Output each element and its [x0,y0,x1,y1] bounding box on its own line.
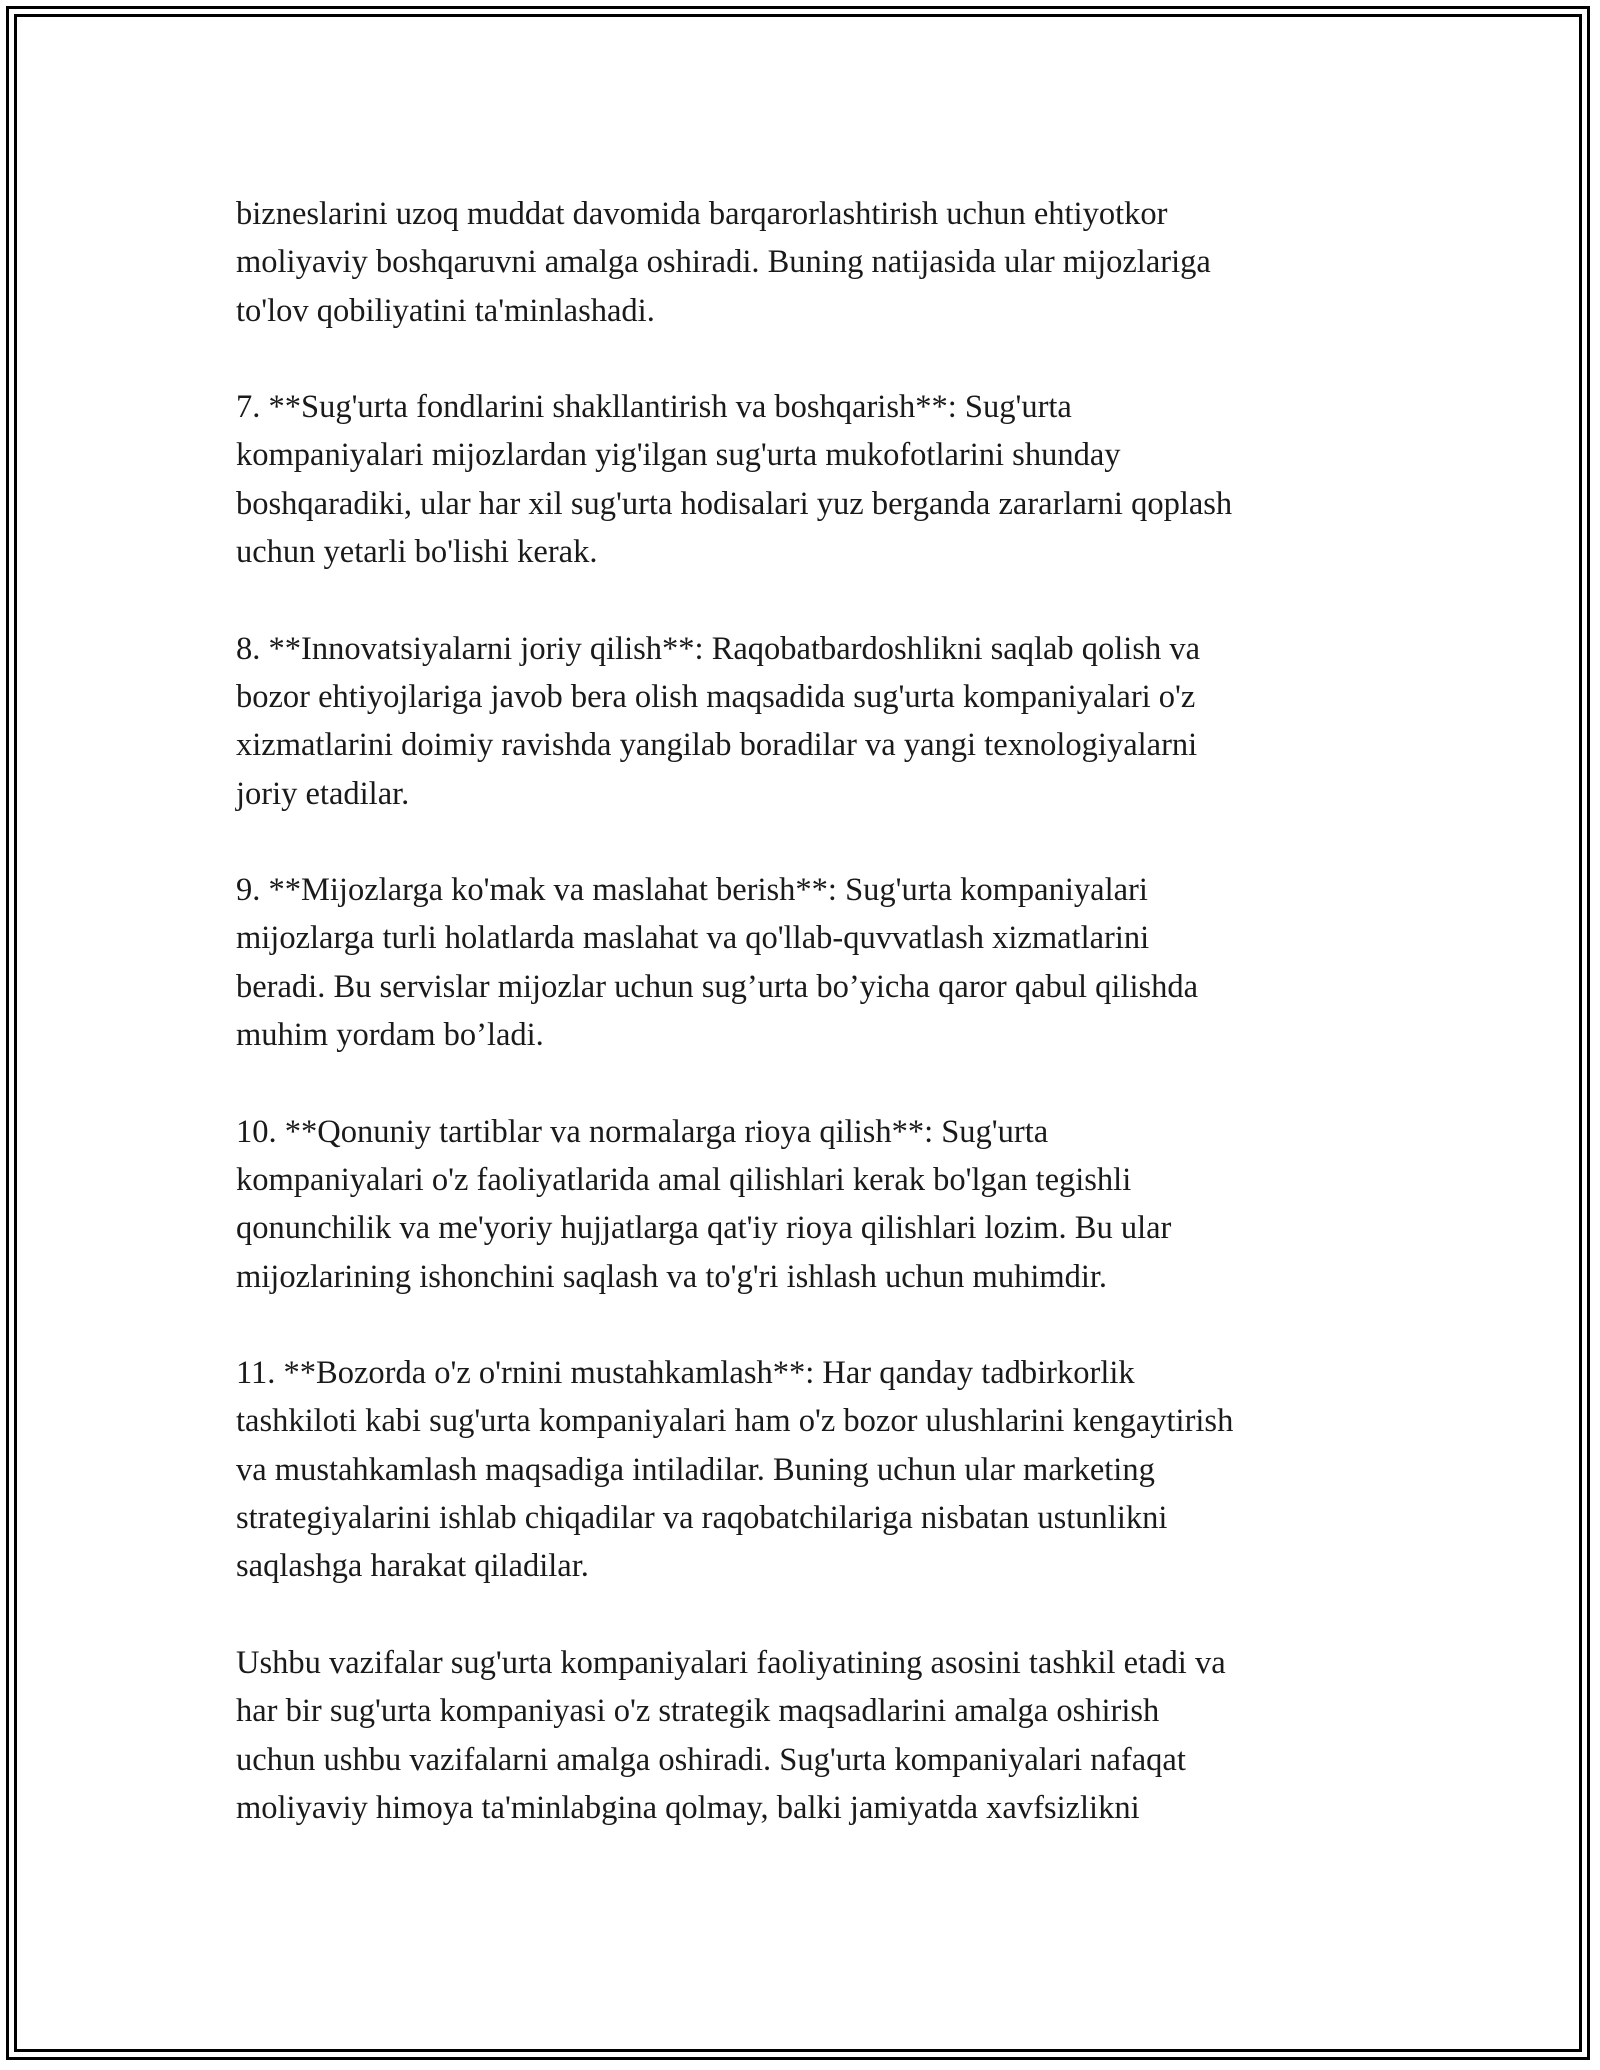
document-body [236,190,1386,1832]
text-line: joriy etadilar. [236,775,410,812]
paragraph-item-8 [236,625,1386,818]
text-line: 8. **Innovatsiyalarni joriy qilish**: Raqobatbardoshlikni saqlab qolish va [236,630,1201,667]
text-line: moliyaviy himoya ta'minlabgina qolmay, balki jamiyatda xavfsizlikni [236,1789,1140,1826]
text-line: uchun yetarli bo'lishi kerak. [236,534,598,571]
text-line: bizneslarini uzoq muddat davomida barqarorlashtirish uchun ehtiyotkor [236,196,1168,232]
paragraph-item-9 [236,866,1386,1059]
paragraph-summary [236,1639,1386,1832]
text-line: va mustahkamlash maqsadiga intiladilar. Buning uchun ular marketing [236,1451,1155,1488]
text-line: bozor ehtiyojlariga javob bera olish maqsadida sug'urta kompaniyalari o'z [236,678,1196,715]
text-line: mijozlarga turli holatlarda maslahat va qo'llab-quvvatlash xizmatlarini [236,920,1150,957]
text-line: qonunchilik va me'yoriy hujjatlarga qat'iy rioya qilishlari lozim. Bu ular [236,1210,1172,1247]
text-line: beradi. Bu servislar mijozlar uchun sug’urta bo’yicha qaror qabul qilishda [236,968,1199,1005]
text-line: xizmatlarini doimiy ravishda yangilab boradilar va yangi texnologiyalarni [236,727,1198,764]
text-line: 7. **Sug'urta fondlarini shakllantirish va boshqarish**: Sug'urta [236,389,1072,426]
text-line: to'lov qobiliyatini ta'minlashadi. [236,292,655,329]
text-line: har bir sug'urta kompaniyasi o'z strategik maqsadlarini amalga oshirish [236,1693,1160,1730]
paragraph-item-10 [236,1108,1386,1301]
text-line: saqlashga harakat qiladilar. [236,1548,589,1585]
text-line: muhim yordam bo’ladi. [236,1017,544,1054]
text-line: tashkiloti kabi sug'urta kompaniyalari ham o'z bozor ulushlarini kengaytirish [236,1403,1234,1440]
text-line: 11. **Bozorda o'z o'rnini mustahkamlash**: Har qanday tadbirkorlik [236,1355,1135,1392]
text-line: boshqaradiki, ular har xil sug'urta hodisalari yuz berganda zararlarni qoplash [236,485,1233,522]
text-line: moliyaviy boshqaruvni amalga oshiradi. Buning natijasida ular mijozlariga [236,244,1211,281]
text-line: kompaniyalari o'z faoliyatlarida amal qilishlari kerak bo'lgan tegishli [236,1161,1132,1198]
paragraph-continuation [236,190,1386,335]
paragraph-item-7 [236,383,1386,576]
text-line: 9. **Mijozlarga ko'mak va maslahat berish**: Sug'urta kompaniyalari [236,872,1148,909]
text-line: kompaniyalari mijozlardan yig'ilgan sug'urta mukofotlarini shunday [236,437,1121,474]
text-line: 10. **Qonuniy tartiblar va normalarga rioya qilish**: Sug'urta [236,1113,1049,1150]
text-line: strategiyalarini ishlab chiqadilar va raqobatchilariga nisbatan ustunlikni [236,1500,1168,1537]
paragraph-item-11 [236,1349,1386,1590]
text-line: mijozlarining ishonchini saqlash va to'g'ri ishlash uchun muhimdir. [236,1258,1108,1295]
text-line: uchun ushbu vazifalarni amalga oshiradi. Sug'urta kompaniyalari nafaqat [236,1741,1186,1778]
text-line: Ushbu vazifalar sug'urta kompaniyalari faoliyatining asosini tashkil etadi va [236,1644,1226,1681]
